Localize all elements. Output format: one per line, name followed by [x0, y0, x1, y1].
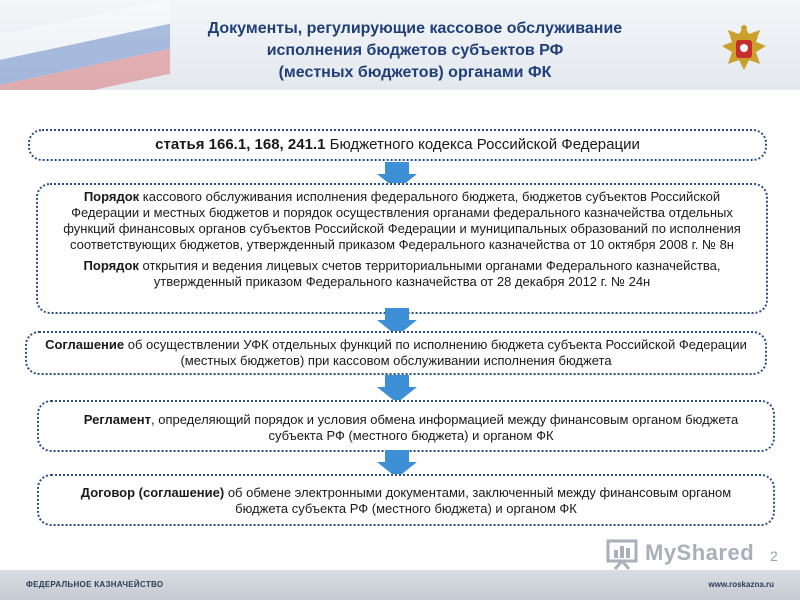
presentation-icon: [605, 536, 639, 570]
box2-p1-text: кассового обслуживания исполнения федерального бюджета, бюджетов субъектов Российской Федерации и местных бюджетов и порядок осуществления органами федерального казначейства отдельных функций финансовых органов субъектов Российской Федерации и муниципальных образований по исполнения соответствующих бюджетов, утвержденный приказом Федерального казначейства от 10 октября 2008 г. № 8н: [63, 189, 741, 252]
arrow-down-icon: [377, 375, 417, 403]
box-agreement: [25, 331, 767, 375]
footer-bar: [0, 570, 800, 600]
box4-text: , определяющий порядок и условия обмена информацией между финансовым органом бюджета субъекта РФ (местного бюджета) и органом ФК: [151, 412, 739, 443]
watermark-logo: [605, 536, 765, 572]
box5-bold: Договор (соглашение): [80, 485, 225, 500]
procedure-2: [52, 258, 752, 290]
box2-p2-text: открытия и ведения лицевых счетов территориальными органами Федерального казначейства, утвержденный приказом Федерального казначейства от 28 декабря 2012 г. № 24н: [138, 258, 721, 289]
box-regulation: [37, 400, 775, 452]
title-line-3: (местных бюджетов) органами ФК: [278, 64, 552, 81]
box-budget-code: [28, 129, 767, 161]
procedure-1: [52, 189, 752, 253]
box1-text: Бюджетного кодекса Российской Федерации: [325, 136, 640, 153]
box1-bold: статья 166.1, 168, 241.1: [155, 136, 326, 153]
box2-p1-bold: Порядок: [83, 189, 140, 204]
box5-text: об обмене электронными документами, заключенный между финансовым органом бюджета субъекта РФ (местного бюджета) и органом ФК: [224, 485, 732, 516]
footer-url[interactable]: www.roskazna.ru: [708, 580, 774, 589]
footer-organization: ФЕДЕРАЛЬНОЕ КАЗНАЧЕЙСТВО: [26, 580, 164, 589]
box3-bold: Соглашение: [45, 337, 125, 352]
title-line-2: исполнения бюджетов субъектов РФ: [266, 42, 564, 59]
box3-text: об осуществлении УФК отдельных функций по исполнению бюджета субъекта Российской Федерации (местных бюджетов) при кассовом обслуживании исполнения бюджета: [124, 337, 747, 368]
header-banner: [0, 0, 800, 90]
page-title: [150, 18, 680, 84]
box-procedures: [36, 183, 768, 314]
eagle-emblem-icon: [716, 20, 772, 76]
watermark-text: MyShared: [645, 540, 755, 565]
box2-p2-bold: Порядок: [83, 258, 139, 273]
flag-decoration: [0, 0, 170, 90]
box4-bold: Регламент: [83, 412, 152, 427]
page-number: 2: [770, 548, 778, 564]
box-contract: [37, 474, 775, 526]
title-line-1: Документы, регулирующие кассовое обслуживание: [207, 20, 623, 37]
